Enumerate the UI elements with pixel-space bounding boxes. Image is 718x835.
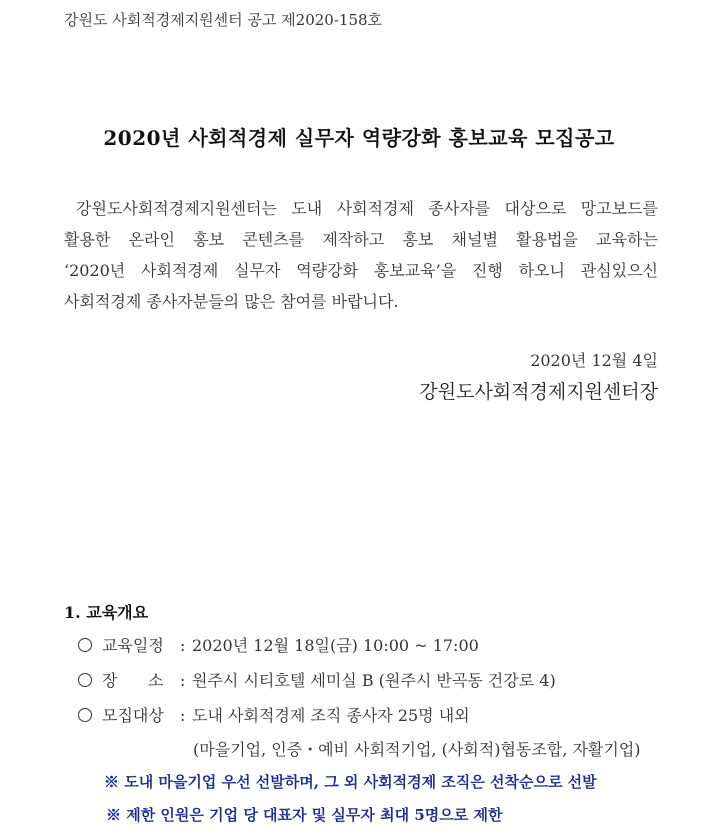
item-value: 원주시 시티호텔 세미실 B (원주시 반곡동 건강로 4) [192, 671, 556, 690]
circle-bullet-icon [78, 638, 92, 652]
overview-item-location [78, 668, 556, 691]
item-label: 교육일정 [102, 636, 164, 655]
item-colon: : [180, 671, 186, 690]
body-paragraph-line-2: 활용한 온라인 홍보 콘텐츠를 제작하고 홍보 채널별 활용법을 교육하는 [64, 230, 658, 249]
issuer-name: 강원도사회적경제지원센터장 [419, 381, 658, 403]
item-colon: : [180, 706, 186, 725]
body-paragraph-line-1: 강원도사회적경제지원센터는 도내 사회적경제 종사자를 대상으로 망고보드를 [76, 199, 658, 218]
circle-bullet-icon [78, 708, 92, 722]
item-value: 2020년 12월 18일(금) 10:00 ~ 17:00 [192, 636, 479, 655]
item-label: 모집대상 [102, 706, 164, 725]
item-label: 장 소 [102, 671, 164, 690]
target-detail: (마을기업, 인증・예비 사회적기업, (사회적)협동조합, 자활기업) [193, 740, 641, 759]
overview-item-target [78, 703, 470, 726]
body-paragraph-line-3: ‘2020년 사회적경제 실무자 역량강화 홍보교육’을 진행 하오니 관심있으신 [64, 261, 658, 280]
section-title-overview: 1. 교육개요 [64, 603, 149, 622]
item-value: 도내 사회적경제 조직 종사자 25명 내외 [192, 706, 470, 725]
circle-bullet-icon [78, 673, 92, 687]
note-priority-selection: ※ 도내 마을기업 우선 선발하며, 그 외 사회적경제 조직은 선착순으로 선발 [104, 773, 597, 791]
note-participant-limit: ※ 제한 인원은 기업 당 대표자 및 실무자 최대 5명으로 제한 [106, 806, 503, 824]
body-paragraph-line-4: 사회적경제 종사자분들의 많은 참여를 바랍니다. [64, 292, 399, 311]
notice-date: 2020년 12월 4일 [530, 351, 658, 370]
notice-number: 강원도 사회적경제지원센터 공고 제2020-158호 [64, 11, 383, 29]
document-title: 2020년 사회적경제 실무자 역량강화 홍보교육 모집공고 [103, 126, 615, 150]
item-colon: : [180, 636, 186, 655]
overview-item-schedule [78, 633, 479, 656]
